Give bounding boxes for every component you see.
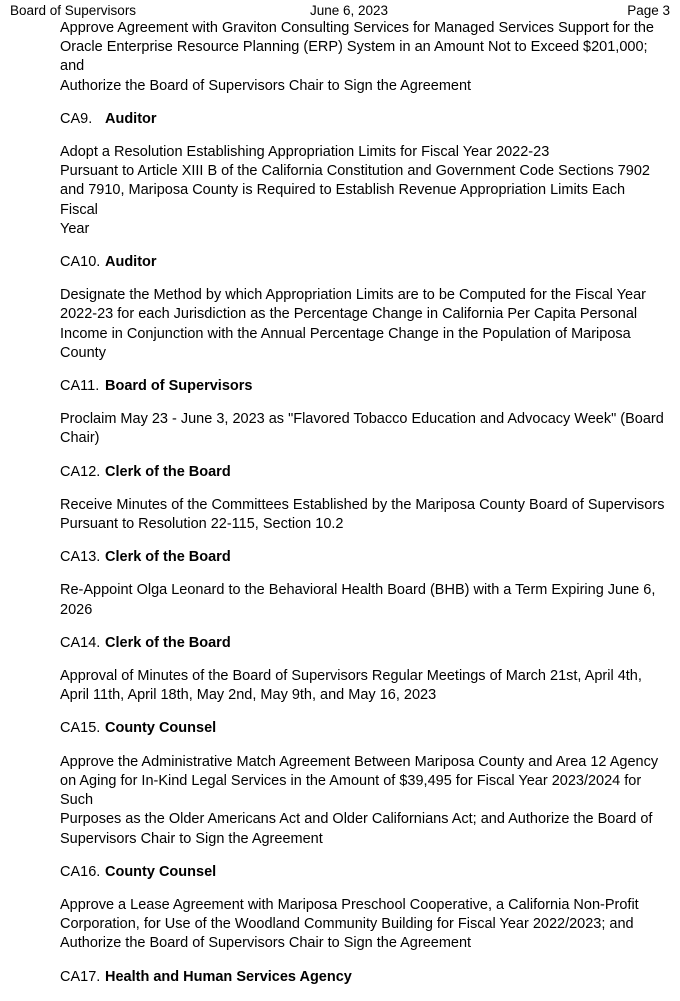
item-heading xyxy=(60,463,666,482)
item-department: County Counsel xyxy=(105,863,217,880)
item-heading xyxy=(60,968,666,987)
agenda-item-ca16 xyxy=(60,863,666,954)
item-number: CA12. xyxy=(60,463,101,480)
agenda-item-ca10 xyxy=(60,253,666,363)
intro-item-text: Approve Agreement with Graviton Consulting Services for Managed Services Support for the Oracle Enterprise Resource Planning (ERP) System in an Amount Not to Exceed $201,000; and Authorize the Board of Supervisors Chair to Sign the Agreement xyxy=(60,20,654,94)
item-text: Approve a Lease Agreement with Mariposa Preschool Cooperative, a California Non-Profit Corporation, for Use of the Woodland Community Building for Fiscal Year 2022/2023; and Authorize the Board of Supervisors Chair to Sign the Agreement xyxy=(60,896,639,952)
agenda-item-ca9 xyxy=(60,110,666,239)
item-number: CA13. xyxy=(60,549,101,566)
agenda-item-ca12 xyxy=(60,463,666,535)
item-number: CA9. xyxy=(60,110,93,127)
page-header xyxy=(10,2,670,20)
agenda-content xyxy=(60,19,666,1001)
item-number: CA14. xyxy=(60,634,101,651)
item-heading xyxy=(60,634,666,653)
item-department: Health and Human Services Agency xyxy=(105,968,352,985)
item-department: County Counsel xyxy=(105,720,217,737)
item-department: Auditor xyxy=(105,254,157,271)
item-heading xyxy=(60,719,666,738)
item-heading xyxy=(60,377,666,396)
item-department: Clerk of the Board xyxy=(105,634,231,651)
item-text: Approval of Minutes of the Board of Supervisors Regular Meetings of March 21st, April 4th, April 11th, April 18th, May 2nd, May 9th, and May 16, 2023 xyxy=(60,668,642,704)
item-number: CA11. xyxy=(60,378,100,395)
header-board-name: Board of Supervisors xyxy=(10,3,137,18)
item-number: CA10. xyxy=(60,254,101,271)
item-heading xyxy=(60,253,666,272)
item-number: CA17. xyxy=(60,968,101,985)
header-page-number: Page 3 xyxy=(627,3,670,18)
item-text: Re-Appoint Olga Leonard to the Behavioral Health Board (BHB) with a Term Expiring June 6, 2026 xyxy=(60,582,656,618)
item-heading xyxy=(60,863,666,882)
item-number: CA15. xyxy=(60,720,101,737)
item-text: Receive Minutes of the Committees Established by the Mariposa County Board of Supervisors Pursuant to Resolution 22-115, Section 10.2 xyxy=(60,496,665,533)
item-text: Designate the Method by which Appropriation Limits are to be Computed for the Fiscal Year 2022-23 for each Jurisdiction as the Percentage Change in California Per Capita Personal Income in Conjunction with the Annual Percentage Change in the Population of Mariposa County xyxy=(60,287,646,361)
agenda-item-ca11 xyxy=(60,377,666,449)
agenda-item-ca14 xyxy=(60,634,666,706)
item-text: Adopt a Resolution Establishing Appropriation Limits for Fiscal Year 2022-23 Pursuant to Article XIII B of the California Constitution and Government Code Sections 7902 and 7910, Mariposa County is Required to Establish Revenue Appropriation Limits Each Fiscal Year xyxy=(60,144,650,237)
item-heading xyxy=(60,110,666,129)
header-date: June 6, 2023 xyxy=(310,3,389,18)
item-heading xyxy=(60,548,666,567)
item-text: Proclaim May 23 - June 3, 2023 as "Flavored Tobacco Education and Advocacy Week" (Board Chair) xyxy=(60,411,664,447)
item-number: CA16. xyxy=(60,863,101,880)
agenda-item-ca17 xyxy=(60,968,666,987)
item-department: Clerk of the Board xyxy=(105,463,231,480)
item-department: Board of Supervisors xyxy=(105,378,253,395)
item-department: Auditor xyxy=(105,110,157,127)
agenda-item-ca15 xyxy=(60,719,666,848)
agenda-item-ca13 xyxy=(60,548,666,620)
item-text: Approve the Administrative Match Agreement Between Mariposa County and Area 12 Agency on Aging for In-Kind Legal Services in the Amount of $39,495 for Fiscal Year 2023/2024 for Such Purposes as the Older Americans Act and Older Californians Act; and Authorize the Board of Supervisors Chair to Sign the Agreement xyxy=(60,753,659,847)
item-department: Clerk of the Board xyxy=(105,549,231,566)
